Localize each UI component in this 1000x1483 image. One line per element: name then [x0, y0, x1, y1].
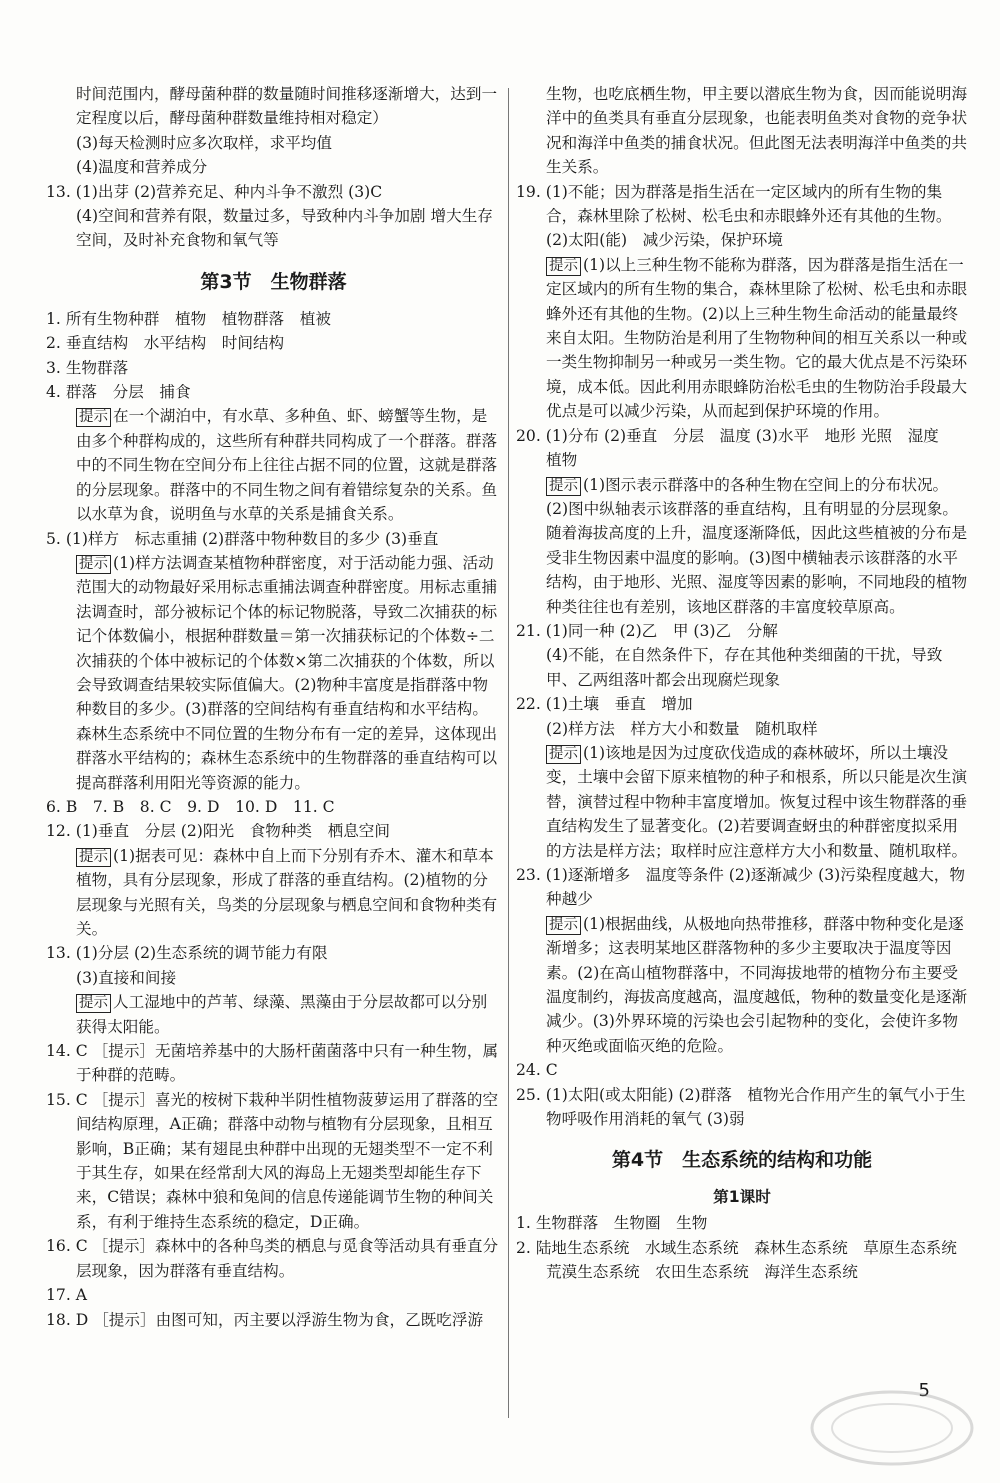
answer-text: 16. C ［提示］森林中的各种鸟类的栖息与觅食等活动具有垂直分层现象，因为群落有垂直结构。 [46, 1237, 499, 1280]
answer-text: (1)以上三种生物不能称为群落，因为群落是指生活在一定区域内的所有生物的集合，森林里除了松树、松毛虫和赤眼蜂外还有其他的生物。(2)以上三种生物生命活动的能量最终来自太阳。生物防治是利用了生物物种间的相互关系以一种或一类生物抑制另一种或另一类生物。它的最大优点是不污染环境，成本低。因此利用赤眼蜂防治松毛虫的生物防治手段最大优点是可以减少污染，从而起到保护环境的作用。 [546, 255, 968, 421]
answer-line [516, 619, 968, 643]
answer-text: 13. (1)出芽 (2)营养充足、种内斗争不激烈 (3)C [46, 182, 383, 201]
left-column [46, 82, 501, 1332]
hint-label: 提示 [546, 477, 581, 496]
answer-text: 6. B 7. B 8. C 9. D 10. D 11. C [46, 797, 335, 816]
answer-text: 在一个湖泊中，有水草、多种鱼、虾、螃蟹等生物，是由多个种群构成的，这些所有种群共同构成了一个群落。群落中的不同生物在空间分布上往往占据不同的位置，这就是群落的分层现象。群落中的不同生物之间有着错综复杂的关系。鱼以水草为食，说明鱼与水草的关系是捕食关系。 [76, 407, 498, 524]
answer-text: 第4节 生态系统的结构和功能 [611, 1149, 873, 1172]
answer-line [516, 863, 968, 912]
answer-text: (2)样方法 样方大小和数量 随机取样 [546, 719, 818, 738]
answer-line [516, 717, 968, 741]
answer-line [516, 643, 968, 692]
answer-line [516, 424, 968, 473]
answer-text: (3)每天检测时应多次取样，求平均值 [76, 133, 332, 152]
answer-line [46, 1283, 501, 1307]
answer-line [46, 1234, 501, 1283]
hint-label: 提示 [546, 257, 581, 276]
section-heading [516, 1145, 968, 1175]
answer-text: 24. C [516, 1061, 558, 1080]
answer-line [46, 551, 501, 795]
answer-text: (4)温度和营养成分 [76, 158, 208, 177]
answer-line [46, 131, 501, 155]
answer-text: 14. C ［提示］无菌培养基中的大肠杆菌菌落中只有一种生物，属于种群的范畴。 [46, 1042, 499, 1085]
answer-line [46, 1308, 501, 1332]
answer-line [46, 527, 501, 551]
answer-line [46, 819, 501, 843]
answer-text: 25. (1)太阳(或太阳能) (2)群落 植物光合作用产生的氧气小于生物呼吸作用消耗的氧气 (3)弱 [516, 1085, 966, 1129]
answer-line [46, 966, 501, 990]
column-divider [508, 88, 509, 1418]
answer-text: (3)直接和间接 [76, 968, 177, 987]
watermark-logo [802, 1383, 982, 1473]
subsection-heading [516, 1185, 968, 1209]
answer-text: 13. (1)分层 (2)生态系统的调节能力有限 [46, 944, 328, 963]
answer-line [46, 155, 501, 179]
answer-text: 22. (1)土壤 垂直 增加 [516, 695, 693, 714]
answer-text: 15. C ［提示］喜光的桉树下栽种半阴性植物菠萝运用了群落的空间结构原理，A正确；群落中动物与植物有分层现象，且相互影响，B正确；某有翅昆虫种群中出现的无翅类型不一定不利于其生存，如果在经常刮大风的海岛上无翅类型却能生存下来，C错误；森林中狼和兔间的信息传递能调节生物的种间关系，有利于维持生态系统的稳定，D正确。 [46, 1090, 499, 1231]
answer-text: 第1课时 [713, 1188, 771, 1207]
answer-line [516, 473, 968, 619]
answer-text: 2. 陆地生态系统 水域生态系统 森林生态系统 草原生态系统 荒漠生态系统 农田生态系统 海洋生态系统 [516, 1238, 973, 1282]
hint-label: 提示 [76, 848, 111, 867]
hint-label: 提示 [546, 916, 581, 935]
answer-text: 4. 群落 分层 捕食 [46, 383, 191, 402]
answer-line [516, 1236, 973, 1285]
answer-text: 3. 生物群落 [46, 358, 129, 377]
answer-text: (4)不能，在自然条件下，存在其他种类细菌的干扰，导致甲、乙两组落叶都会出现腐烂现象 [546, 646, 943, 689]
answer-text: 生物，也吃底栖生物，甲主要以潜底生物为食，因而能说明海洋中的鱼类具有垂直分层现象，也能表明鱼类对食物的竞争状况和海洋中鱼类的捕食状况。但此图无法表明海洋中鱼类的共生关系。 [546, 85, 968, 177]
hint-label: 提示 [76, 555, 111, 574]
answer-line [516, 253, 968, 424]
answer-text: (1)据表可见：森林中自上而下分别有乔木、灌木和草本植物，具有分层现象，形成了群落的垂直结构。(2)植物的分层现象与光照有关，鸟类的分层现象与栖息空间和食物种类有关。 [76, 846, 498, 938]
answer-line [46, 307, 501, 331]
answer-text: 19. (1)不能；因为群落是指生活在一定区域内的所有生物的集合，森林里除了松树、松毛虫和赤眼蜂外还有其他的生物。 (2)太阳(能) 减少污染，保护环境 [516, 182, 952, 250]
answer-text: 18. D ［提示］由图可知，丙主要以浮游生物为食，乙既吃浮游 [46, 1310, 484, 1329]
answer-text: (1)样方法调查某植物种群密度，对于活动能力强、活动范围大的动物最好采用标志重捕法调查种群密度。用标志重捕法调查时，部分被标记个体的标记物脱落，导致二次捕获的标记个体数偏小，根据种群数量＝第一次捕获标记的个体数÷二次捕获的个体中被标记的个体数×第二次捕获的个体数，所以会导致调查结果较实际值偏大。(2)物种丰富度是指群落中物种数目的多少。(3)群落的空间结构有垂直结构和水平结构。森林生态系统中不同位置的生物分布有一定的差异，这体现出群落水平结构的；森林生态系统中的生物群落的垂直结构可以提高群落利用阳光等资源的能力。 [76, 553, 498, 792]
answer-text: 时间范围内，酵母菌种群的数量随时间推移逐渐增大，达到一定程度以后，酵母菌种群数量维持相对稳定） [76, 85, 498, 128]
hint-label: 提示 [76, 994, 111, 1013]
answer-text: 5. (1)样方 标志重捕 (2)群落中物种数目的多少 (3)垂直 [46, 529, 439, 548]
answer-line [46, 941, 501, 965]
answer-line [516, 741, 968, 863]
answer-line [516, 692, 968, 716]
answer-text: 2. 垂直结构 水平结构 时间结构 [46, 334, 285, 353]
answer-line [516, 1083, 968, 1132]
hint-label: 提示 [546, 745, 581, 764]
answer-text: 12. (1)垂直 分层 (2)阳光 食物种类 栖息空间 [46, 822, 390, 841]
answer-line [516, 82, 968, 180]
answer-text: 1. 所有生物种群 植物 植物群落 植被 [46, 309, 331, 328]
answer-text: (1)该地是因为过度砍伐造成的森林破坏，所以土壤没变，土壤中会留下原来植物的种子和根系，所以只能是次生演替，演替过程中物种丰富度增加。恢复过程中该生物群落的垂直结构发生了显著变化。(2)若要调查蚜虫的种群密度拟采用的方法是样方法；取样时应注意样方大小和数量、随机取样。 [546, 743, 968, 860]
answer-line [516, 1211, 968, 1235]
answer-line [46, 331, 501, 355]
answer-text: 第3节 生物群落 [200, 270, 347, 293]
answer-line [46, 990, 501, 1039]
answer-text: 20. (1)分布 (2)垂直 分层 温度 (3)水平 地形 光照 湿度 植物 [516, 426, 955, 470]
answer-text: 人工湿地中的芦苇、绿藻、黑藻由于分层故都可以分别获得太阳能。 [76, 993, 488, 1036]
answer-line [516, 912, 968, 1058]
answer-line [46, 404, 501, 526]
answer-text: (1)图示表示群落中的各种生物在空间上的分布状况。(2)图中纵轴表示该群落的垂直结构，且有明显的分层现象。随着海拔高度的上升，温度逐渐降低，因此这些植被的分布是受非生物因素中温度的影响。(3)图中横轴表示该群落的水平结构，由于地形、光照、湿度等因素的影响，不同地段的植物种类往往也有差别，该地区群落的丰富度较草原高。 [546, 475, 968, 616]
page-number: 5 [918, 1380, 930, 1401]
hint-label: 提示 [76, 408, 111, 427]
answer-text: (1)根据曲线，从极地向热带推移，群落中物种变化是逐渐增多；这表明某地区群落物种的多少主要取决于温度等因素。(2)在高山植物群落中，不同海拔地带的植物分布主要受温度制约，海拔高度越高，温度越低，物种的数量变化是逐渐减少。(3)外界环境的污染也会引起物种的变化，会使许多物种灭绝或面临灭绝的危险。 [546, 914, 968, 1055]
answer-line [46, 82, 501, 131]
answer-line [516, 180, 968, 253]
answer-line [46, 795, 501, 819]
answer-line [46, 356, 501, 380]
answer-line [46, 844, 501, 942]
answer-text: 21. (1)同一种 (2)乙 甲 (3)乙 分解 [516, 621, 778, 640]
answer-text: 23. (1)逐渐增多 温度等条件 (2)逐渐减少 (3)污染程度越大，物种越少 [516, 866, 965, 909]
section-heading [46, 267, 501, 297]
answer-text: 1. 生物群落 生物圈 生物 [516, 1214, 708, 1233]
answer-line [46, 204, 501, 253]
answer-text: (4)空间和营养有限，数量过多，导致种内斗争加剧 增大生存空间，及时补充食物和氧气等 [76, 207, 493, 250]
answer-line [46, 1088, 501, 1234]
answer-line [46, 180, 501, 204]
right-column [516, 82, 973, 1285]
answer-line [46, 380, 501, 404]
answer-line [516, 1058, 968, 1082]
answer-line [46, 1039, 501, 1088]
answer-text: 17. A [46, 1286, 88, 1305]
